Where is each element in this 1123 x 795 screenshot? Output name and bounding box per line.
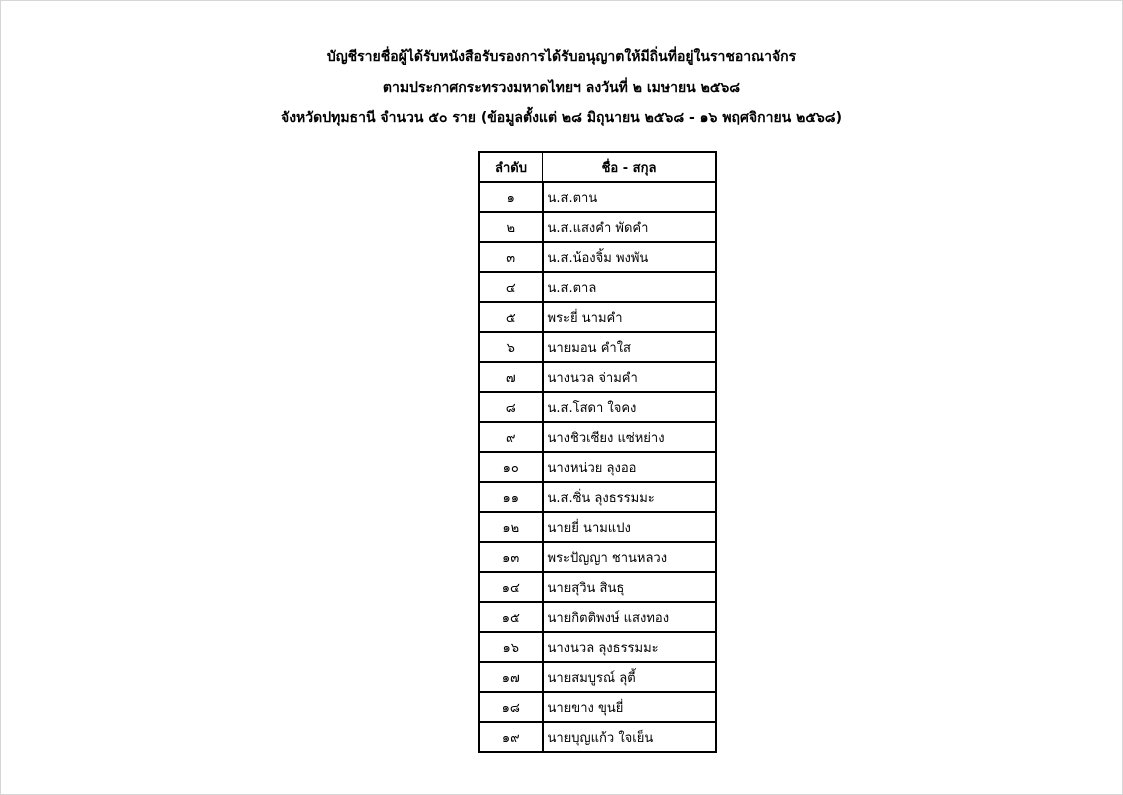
row-full-name: น.ส.ตาน (543, 182, 717, 212)
table-row (479, 302, 716, 332)
row-order-number: ๔ (479, 272, 543, 302)
roster-table (478, 151, 717, 753)
row-full-name: น.ส.แสงคำ พัดคำ (543, 212, 717, 242)
row-order-number: ๑๕ (479, 602, 543, 632)
announcement-reference: ตามประกาศกระทรวงมหาดไทยฯ ลงวันที่ ๒ เมษายน ๒๕๖๘ (382, 80, 741, 96)
row-order-number: ๑๖ (479, 632, 543, 662)
row-full-name: พระยี่ นามคำ (543, 302, 717, 332)
table-row (479, 512, 716, 542)
table-row (479, 392, 716, 422)
row-order-number: ๑ (479, 182, 543, 212)
row-order-number: ๑๙ (479, 722, 543, 752)
row-full-name: นางหน่วย ลุงออ (543, 452, 717, 482)
row-full-name: นางนวล จ่ามคำ (543, 362, 717, 392)
row-order-number: ๑๘ (479, 692, 543, 722)
table-row (479, 422, 716, 452)
row-order-number: ๘ (479, 392, 543, 422)
row-order-number: ๑๔ (479, 572, 543, 602)
table-row (479, 632, 716, 662)
column-header-name: ชื่อ - สกุล (543, 152, 717, 182)
row-order-number: ๑๓ (479, 542, 543, 572)
table-row (479, 602, 716, 632)
table-row (479, 212, 716, 242)
province-summary: จังหวัดปทุมธานี จำนวน ๕๐ ราย (ข้อมูลตั้งแต่ ๒๘ มิถุนายน ๒๕๖๘ - ๑๖ พฤศจิกายน ๒๕๖๘) (280, 110, 843, 126)
table-row (479, 182, 716, 212)
row-order-number: ๑๐ (479, 452, 543, 482)
row-full-name: นายขาง ขุนยี่ (543, 692, 717, 722)
table-row (479, 572, 716, 602)
row-full-name: น.ส.ซิ่น ลุงธรรมมะ (543, 482, 717, 512)
table-row (479, 242, 716, 272)
row-full-name: นายบุญแก้ว ใจเย็น (543, 722, 717, 752)
row-full-name: น.ส.น้องจิ้ม พงพัน (543, 242, 717, 272)
table-row (479, 362, 716, 392)
row-full-name: นางชิวเซียง แซ่หย่าง (543, 422, 717, 452)
table-row (479, 272, 716, 302)
table-row (479, 482, 716, 512)
document-title: บัญชีรายชื่อผู้ได้รับหนังสือรับรองการได้รับอนุญาตให้มีถิ่นที่อยู่ในราชอาณาจักร (326, 49, 797, 65)
row-order-number: ๖ (479, 332, 543, 362)
row-order-number: ๕ (479, 302, 543, 332)
row-full-name: นายยี่ นามแปง (543, 512, 717, 542)
row-full-name: นายมอน คำใส (543, 332, 717, 362)
roster-body (479, 182, 716, 752)
row-order-number: ๙ (479, 422, 543, 452)
column-header-order: ลำดับ (479, 152, 543, 182)
row-full-name: นายสุวิน สินธุ (543, 572, 717, 602)
row-order-number: ๑๗ (479, 662, 543, 692)
row-order-number: ๒ (479, 212, 543, 242)
row-full-name: นายกิตติพงษ์ แสงทอง (543, 602, 717, 632)
row-order-number: ๑๑ (479, 482, 543, 512)
table-row (479, 692, 716, 722)
table-row (479, 332, 716, 362)
row-order-number: ๑๒ (479, 512, 543, 542)
row-full-name: พระปัญญา ชานหลวง (543, 542, 717, 572)
row-full-name: นายสมบูรณ์ ลุตี้ (543, 662, 717, 692)
row-order-number: ๗ (479, 362, 543, 392)
row-full-name: น.ส.โสดา ใจคง (543, 392, 717, 422)
row-full-name: นางนวล ลุงธรรมมะ (543, 632, 717, 662)
row-order-number: ๓ (479, 242, 543, 272)
table-row (479, 542, 716, 572)
row-full-name: น.ส.ตาล (543, 272, 717, 302)
table-row (479, 722, 716, 752)
table-header-row (479, 152, 716, 182)
table-row (479, 662, 716, 692)
table-row (479, 452, 716, 482)
